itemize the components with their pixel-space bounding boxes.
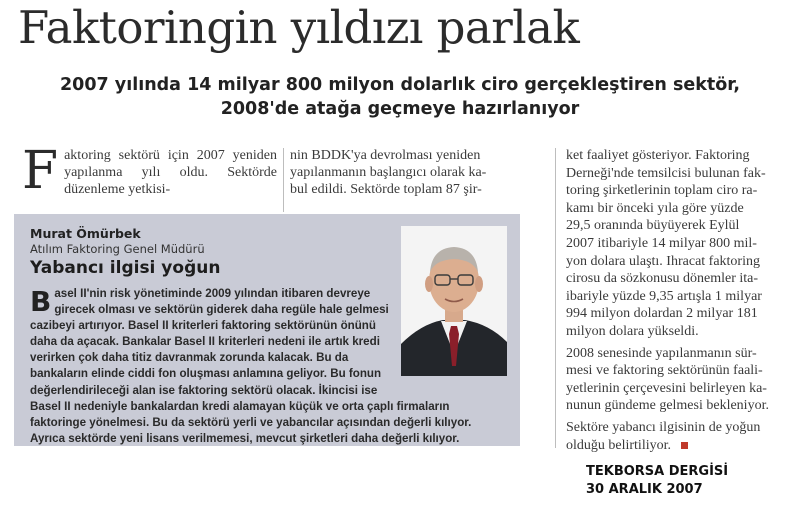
- column-divider-2: [555, 148, 556, 448]
- text-line: ket faaliyet gösteriyor. Faktoring: [566, 148, 750, 163]
- author-role: Atılım Faktoring Genel Müdürü: [30, 242, 205, 256]
- text-line: verirken çok daha titiz davranmak zorunda kalacak. Bu da: [30, 351, 349, 365]
- subhead-line-2: 2008'de atağa geçmeye hazırlanıyor: [220, 99, 580, 119]
- text-line: nunun gündeme gelmesi bekleniyor.: [566, 398, 769, 414]
- text-line: kamı bir önceki yıla göre yüzde: [566, 200, 744, 216]
- text-line: bul edildi. Sektörde toplam 87 şir-: [290, 182, 482, 197]
- text-line: cirosu da sözkonusu dönemler ita-: [566, 271, 759, 287]
- text-line: değerlendirileceği alan ise faktoring sektörü olacak. İkincisi ise: [30, 383, 378, 397]
- end-of-article-square-icon: [681, 442, 688, 449]
- text-line: yon dolara ulaştı. Ihracat faktoring: [566, 253, 760, 269]
- column-divider-1: [283, 148, 284, 212]
- text-line: 994 milyon dolardan 2 milyar 181: [566, 306, 758, 322]
- text-line: mesi ve faktoring sektörünün faali-: [566, 363, 763, 379]
- source-caption: [586, 463, 728, 499]
- text-line: [566, 437, 794, 455]
- dropcap: F: [22, 141, 59, 201]
- text-line: faktoringe yönelmesi. Bu da sektörü yerli ve yabancılar açısından değerli kılıyor.: [30, 415, 472, 429]
- author-name: Murat Ömürbek: [30, 226, 141, 241]
- boxout-dropcap: B: [30, 285, 52, 318]
- subheadline: [60, 73, 740, 121]
- article-column-3: [566, 147, 794, 454]
- text-line: toring şirketlerinin toplam ciro ra-: [566, 183, 758, 199]
- article-column-2: [290, 147, 545, 198]
- text-line: Derneği'nde temsilcisi bulunan fak-: [566, 165, 766, 181]
- boxout-title: Yabancı ilgisi yoğun: [30, 258, 221, 278]
- headline: Faktoringin yıldızı parlak: [18, 1, 580, 54]
- column-1-text: aktoring sektörü için 2007 yeniden yapılanma yılı oldu. Sektörde düzenleme yetkisi-: [64, 148, 277, 197]
- text-line: 2008 senesinde yapılanmanın sür-: [566, 345, 757, 361]
- text-line: asel II'nin risk yönetiminde 2009 yılından itibaren devreye: [54, 287, 371, 300]
- source-publication: TEKBORSA DERGİSİ: [586, 464, 729, 479]
- text-line: yetlerinin çerçevesini belirleyen ka-: [566, 380, 767, 396]
- text-line: ibariyle yüzde 9,35 artışla 1 milyar: [566, 288, 762, 304]
- text-line: Ayrıca sektörde yeni lisans verilmemesi, mevcut şirketleri daha değerli kılıyor.: [30, 431, 460, 445]
- text-line: Basel II nedeniyle bankalardan kredi alamayan küçük ve orta çaplı firmaların: [30, 399, 450, 413]
- source-date: 30 ARALIK 2007: [586, 482, 703, 497]
- text-line: yapılanmanın başlangıcı olarak ka-: [290, 165, 487, 180]
- text-line: girecek olması ve sektörün giderek daha regüle hale gelmesi: [54, 303, 389, 317]
- text-line: milyon dolara yükseldi.: [566, 323, 699, 339]
- text-line: nin BDDK'ya devrolması yeniden: [290, 148, 481, 163]
- text-line: 2007 itibariyle 14 milyar 800 mil-: [566, 235, 757, 251]
- text-line-end: olduğu belirtiliyor.: [566, 437, 671, 453]
- text-line: 29,5 oranında büyüyerek Eylül: [566, 218, 740, 234]
- text-line: cazibeyi artırıyor. Basel II kriterleri faktoring sektörünün önünü: [30, 319, 376, 333]
- article-column-1: [22, 141, 277, 201]
- boxout-body: [30, 286, 500, 447]
- text-line: Sektöre yabancı ilgisinin de yoğun: [566, 419, 761, 435]
- text-line: daha da açacak. Bankalar Basel II kriterleri nedeni ile artık kredi: [30, 335, 380, 349]
- text-line: bankaların elinde ciddi fon oluşması anlamına geliyor. Bu fonun: [30, 367, 382, 381]
- subhead-line-1: 2007 yılında 14 milyar 800 milyon dolarlık ciro gerçekleştiren sektör,: [60, 75, 740, 95]
